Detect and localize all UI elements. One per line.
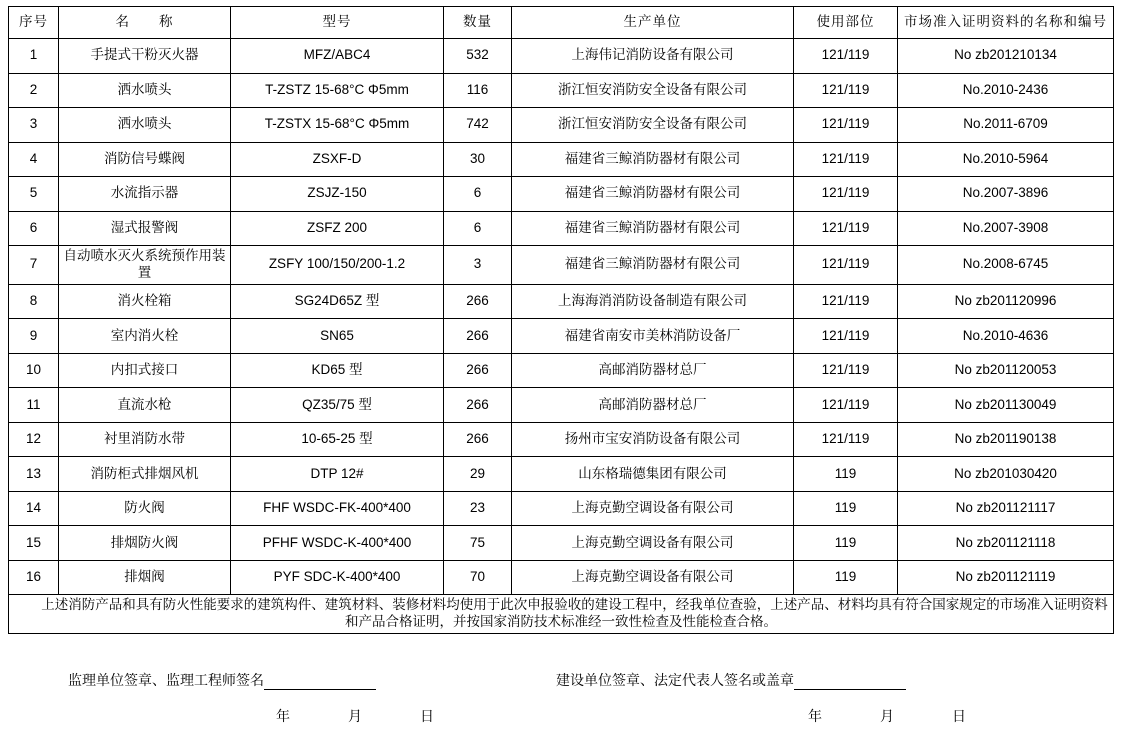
cell-qty: 532 [444, 39, 512, 74]
cell-cert: No.2007-3896 [898, 177, 1114, 212]
table-header-row [9, 7, 1114, 39]
table-row [9, 246, 1114, 285]
cell-maker: 浙江恒安消防安全设备有限公司 [512, 108, 794, 143]
header-cell-no: 序号 [9, 7, 59, 39]
cell-no: 13 [9, 457, 59, 492]
header-cell-name: 名 称 [59, 7, 231, 39]
cell-name: 消防信号蝶阀 [59, 142, 231, 177]
cell-dept: 119 [794, 457, 898, 492]
cell-dept: 119 [794, 526, 898, 561]
table-row [9, 73, 1114, 108]
cell-qty: 30 [444, 142, 512, 177]
cell-model: 10-65-25 型 [231, 422, 444, 457]
cell-model: T-ZSTZ 15-68°C Φ5mm [231, 73, 444, 108]
cell-dept: 121/119 [794, 108, 898, 143]
construction-signature-label: 建设单位签章、法定代表人签名或盖章 [556, 672, 794, 688]
cell-maker: 山东格瑞德集团有限公司 [512, 457, 794, 492]
supervision-signature-label: 监理单位签章、监理工程师签名 [68, 672, 264, 688]
cell-maker: 上海海消消防设备制造有限公司 [512, 284, 794, 319]
table-row [9, 491, 1114, 526]
cell-dept: 121/119 [794, 73, 898, 108]
statement-row [9, 595, 1114, 634]
cell-name: 洒水喷头 [59, 73, 231, 108]
cell-model: ZSXF-D [231, 142, 444, 177]
cell-maker: 福建省三鲸消防器材有限公司 [512, 246, 794, 285]
cell-maker: 福建省三鲸消防器材有限公司 [512, 177, 794, 212]
cell-maker: 福建省三鲸消防器材有限公司 [512, 211, 794, 246]
cell-no: 6 [9, 211, 59, 246]
header-cell-qty: 数量 [444, 7, 512, 39]
cell-qty: 75 [444, 526, 512, 561]
table-row [9, 177, 1114, 212]
cell-cert: No zb201121119 [898, 560, 1114, 595]
cell-name: 内扣式接口 [59, 353, 231, 388]
cell-dept: 119 [794, 560, 898, 595]
table-header [9, 7, 1114, 39]
cell-qty: 742 [444, 108, 512, 143]
cell-name: 手提式干粉灭火器 [59, 39, 231, 74]
cell-model: ZSJZ-150 [231, 177, 444, 212]
cell-model: SG24D65Z 型 [231, 284, 444, 319]
cell-cert: No zb201190138 [898, 422, 1114, 457]
cell-dept: 119 [794, 491, 898, 526]
cell-dept: 121/119 [794, 211, 898, 246]
cell-name: 防火阀 [59, 491, 231, 526]
construction-signature-field[interactable] [556, 670, 906, 690]
cell-qty: 23 [444, 491, 512, 526]
cell-cert: No.2010-2436 [898, 73, 1114, 108]
declaration-paragraph: 上述消防产品和具有防火性能要求的建筑构件、建筑材料、装修材料均使用于此次申报验收的建设工程中，经我单位查验，上述产品、材料均具有符合国家规定的市场准入证明资料和产品合格证明，并按国家消防技术标准经一致性检查及性能检查合格。 [41, 597, 1108, 630]
cell-cert: No zb201121117 [898, 491, 1114, 526]
cell-cert: No zb201130049 [898, 388, 1114, 423]
cell-qty: 266 [444, 353, 512, 388]
cell-maker: 上海克勤空调设备有限公司 [512, 491, 794, 526]
table-body [9, 39, 1114, 634]
table-row [9, 422, 1114, 457]
table-row [9, 211, 1114, 246]
cell-cert: No.2010-4636 [898, 319, 1114, 354]
cell-qty: 266 [444, 388, 512, 423]
cell-no: 5 [9, 177, 59, 212]
cell-maker: 福建省南安市美林消防设备厂 [512, 319, 794, 354]
cell-name: 直流水枪 [59, 388, 231, 423]
cell-model: T-ZSTX 15-68°C Φ5mm [231, 108, 444, 143]
table-row [9, 108, 1114, 143]
cell-qty: 3 [444, 246, 512, 285]
cell-name: 消防柜式排烟风机 [59, 457, 231, 492]
cell-cert: No.2011-6709 [898, 108, 1114, 143]
cell-name: 排烟阀 [59, 560, 231, 595]
cell-no: 10 [9, 353, 59, 388]
cell-maker: 浙江恒安消防安全设备有限公司 [512, 73, 794, 108]
table-row [9, 319, 1114, 354]
construction-signature-line [794, 674, 906, 690]
cell-model: ZSFY 100/150/200-1.2 [231, 246, 444, 285]
cell-qty: 266 [444, 284, 512, 319]
table-row [9, 388, 1114, 423]
cell-cert: No zb201120053 [898, 353, 1114, 388]
cell-cert: No zb201210134 [898, 39, 1114, 74]
cell-qty: 266 [444, 319, 512, 354]
cell-no: 7 [9, 246, 59, 285]
cell-no: 16 [9, 560, 59, 595]
cell-model: DTP 12# [231, 457, 444, 492]
declaration-text [9, 595, 1114, 634]
cell-model: PYF SDC-K-400*400 [231, 560, 444, 595]
supervision-date-label: 年 月 日 [276, 708, 456, 724]
cell-cert: No zb201120996 [898, 284, 1114, 319]
cell-cert: No.2008-6745 [898, 246, 1114, 285]
cell-cert: No zb201121118 [898, 526, 1114, 561]
cell-dept: 121/119 [794, 284, 898, 319]
cell-name: 排烟防火阀 [59, 526, 231, 561]
cell-dept: 121/119 [794, 142, 898, 177]
cell-name: 消火栓箱 [59, 284, 231, 319]
supervision-signature-line [264, 674, 376, 690]
cell-name: 水流指示器 [59, 177, 231, 212]
table-row [9, 284, 1114, 319]
header-cell-maker: 生产单位 [512, 7, 794, 39]
cell-qty: 6 [444, 177, 512, 212]
cell-dept: 121/119 [794, 353, 898, 388]
header-cell-model: 型号 [231, 7, 444, 39]
cell-dept: 121/119 [794, 422, 898, 457]
cell-maker: 福建省三鲸消防器材有限公司 [512, 142, 794, 177]
cell-model: MFZ/ABC4 [231, 39, 444, 74]
cell-qty: 116 [444, 73, 512, 108]
table-row [9, 457, 1114, 492]
header-cell-cert: 市场准入证明资料的名称和编号 [898, 7, 1114, 39]
cell-maker: 上海克勤空调设备有限公司 [512, 526, 794, 561]
cell-dept: 121/119 [794, 177, 898, 212]
table-row [9, 142, 1114, 177]
cell-no: 15 [9, 526, 59, 561]
cell-name: 湿式报警阀 [59, 211, 231, 246]
cell-name: 衬里消防水带 [59, 422, 231, 457]
fire-equipment-table [8, 6, 1114, 634]
cell-cert: No zb201030420 [898, 457, 1114, 492]
header-cell-dept: 使用部位 [794, 7, 898, 39]
cell-no: 4 [9, 142, 59, 177]
cell-dept: 121/119 [794, 319, 898, 354]
cell-no: 8 [9, 284, 59, 319]
cell-no: 1 [9, 39, 59, 74]
cell-name: 洒水喷头 [59, 108, 231, 143]
cell-maker: 上海伟记消防设备有限公司 [512, 39, 794, 74]
table-row [9, 39, 1114, 74]
cell-dept: 121/119 [794, 246, 898, 285]
cell-no: 11 [9, 388, 59, 423]
cell-no: 2 [9, 73, 59, 108]
cell-maker: 上海克勤空调设备有限公司 [512, 560, 794, 595]
table-row [9, 526, 1114, 561]
construction-date-label: 年 月 日 [808, 708, 988, 724]
cell-model: ZSFZ 200 [231, 211, 444, 246]
cell-name: 室内消火栓 [59, 319, 231, 354]
cell-model: KD65 型 [231, 353, 444, 388]
cell-cert: No.2007-3908 [898, 211, 1114, 246]
cell-cert: No.2010-5964 [898, 142, 1114, 177]
cell-qty: 6 [444, 211, 512, 246]
cell-maker: 高邮消防器材总厂 [512, 353, 794, 388]
cell-no: 14 [9, 491, 59, 526]
cell-name: 自动喷水灭火系统预作用装置 [59, 246, 231, 285]
cell-model: PFHF WSDC-K-400*400 [231, 526, 444, 561]
cell-qty: 29 [444, 457, 512, 492]
supervision-signature-field[interactable] [68, 670, 376, 690]
cell-dept: 121/119 [794, 388, 898, 423]
cell-model: QZ35/75 型 [231, 388, 444, 423]
cell-no: 12 [9, 422, 59, 457]
cell-model: FHF WSDC-FK-400*400 [231, 491, 444, 526]
table-row [9, 353, 1114, 388]
cell-maker: 扬州市宝安消防设备有限公司 [512, 422, 794, 457]
cell-dept: 121/119 [794, 39, 898, 74]
cell-no: 9 [9, 319, 59, 354]
cell-no: 3 [9, 108, 59, 143]
cell-qty: 70 [444, 560, 512, 595]
table-row [9, 560, 1114, 595]
cell-qty: 266 [444, 422, 512, 457]
signature-block [8, 634, 1113, 744]
cell-maker: 高邮消防器材总厂 [512, 388, 794, 423]
cell-model: SN65 [231, 319, 444, 354]
